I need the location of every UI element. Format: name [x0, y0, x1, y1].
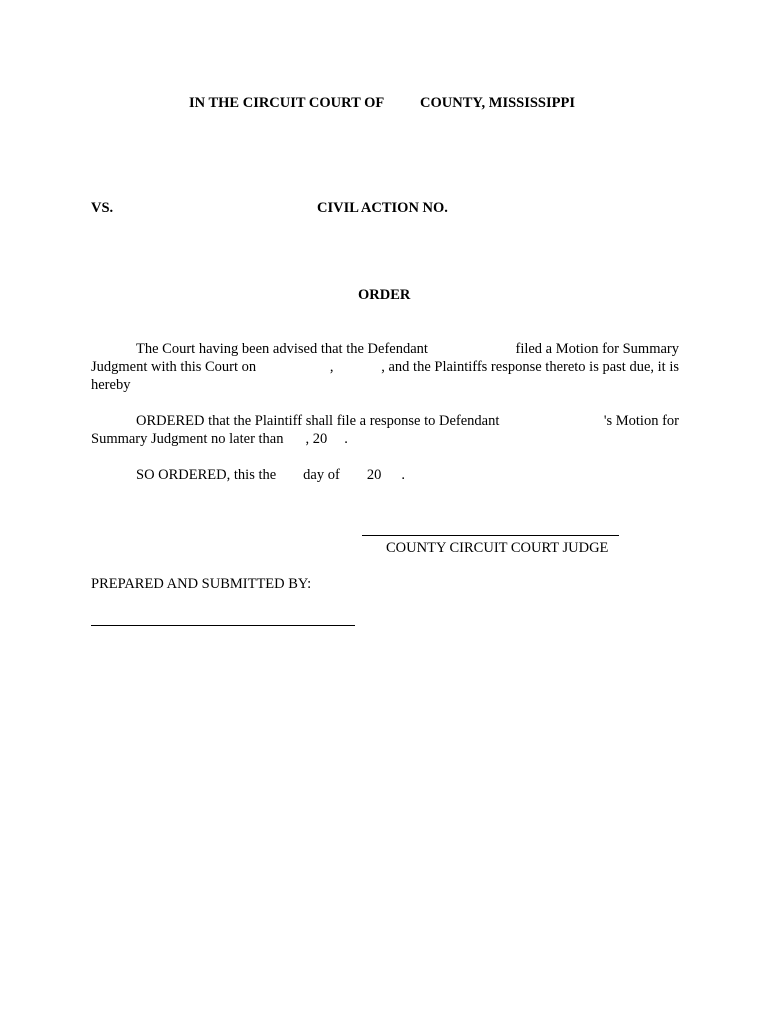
- order-title: ORDER: [358, 287, 411, 303]
- text-ordered-response: ORDERED that the Plaintiff shall file a response to Defendant: [136, 413, 500, 429]
- paragraph-line: [91, 430, 679, 448]
- text-final-period: .: [401, 467, 405, 483]
- text-period: .: [344, 431, 348, 447]
- text-hereby: hereby: [91, 377, 131, 393]
- versus-label: VS.: [91, 200, 114, 216]
- civil-action-label: CIVIL ACTION NO.: [317, 200, 448, 216]
- text-motion-for: 's Motion for: [603, 413, 679, 429]
- text-so-ordered: SO ORDERED, this the: [136, 467, 277, 483]
- text-filed-motion: filed a Motion for Summary: [515, 341, 679, 357]
- paragraph-line: [91, 358, 679, 376]
- paragraph-line: [91, 412, 679, 430]
- prepared-by-label: PREPARED AND SUBMITTED BY:: [91, 576, 312, 592]
- text-judgment-with-court: Judgment with this Court on: [91, 359, 257, 375]
- text-day-of: day of: [303, 467, 340, 483]
- court-header-left: IN THE CIRCUIT COURT OF: [189, 95, 385, 111]
- text-year-20: 20: [366, 467, 382, 483]
- text-advised-defendant: The Court having been advised that the Defendant: [136, 341, 428, 357]
- text-plaintiffs-response: , and the Plaintiffs response thereto is past due, it is: [381, 359, 679, 375]
- text-summary-judgment-deadline: Summary Judgment no later than: [91, 431, 284, 447]
- judge-signature-line: [362, 535, 619, 536]
- paragraph-so-ordered: [136, 466, 405, 484]
- paragraph-advised: [91, 340, 679, 394]
- text-comma: ,: [329, 359, 334, 375]
- court-header-right: COUNTY, MISSISSIPPI: [420, 95, 575, 111]
- paragraph-line: [91, 376, 679, 394]
- text-year-prefix: , 20: [305, 431, 328, 447]
- paragraph-line: [91, 340, 679, 358]
- preparer-signature-line: [91, 625, 355, 626]
- paragraph-ordered: [91, 412, 679, 448]
- judge-signature-label: COUNTY CIRCUIT COURT JUDGE: [386, 540, 609, 556]
- blank-defendant-name-2: [542, 412, 562, 430]
- blank-defendant-name: [462, 340, 482, 358]
